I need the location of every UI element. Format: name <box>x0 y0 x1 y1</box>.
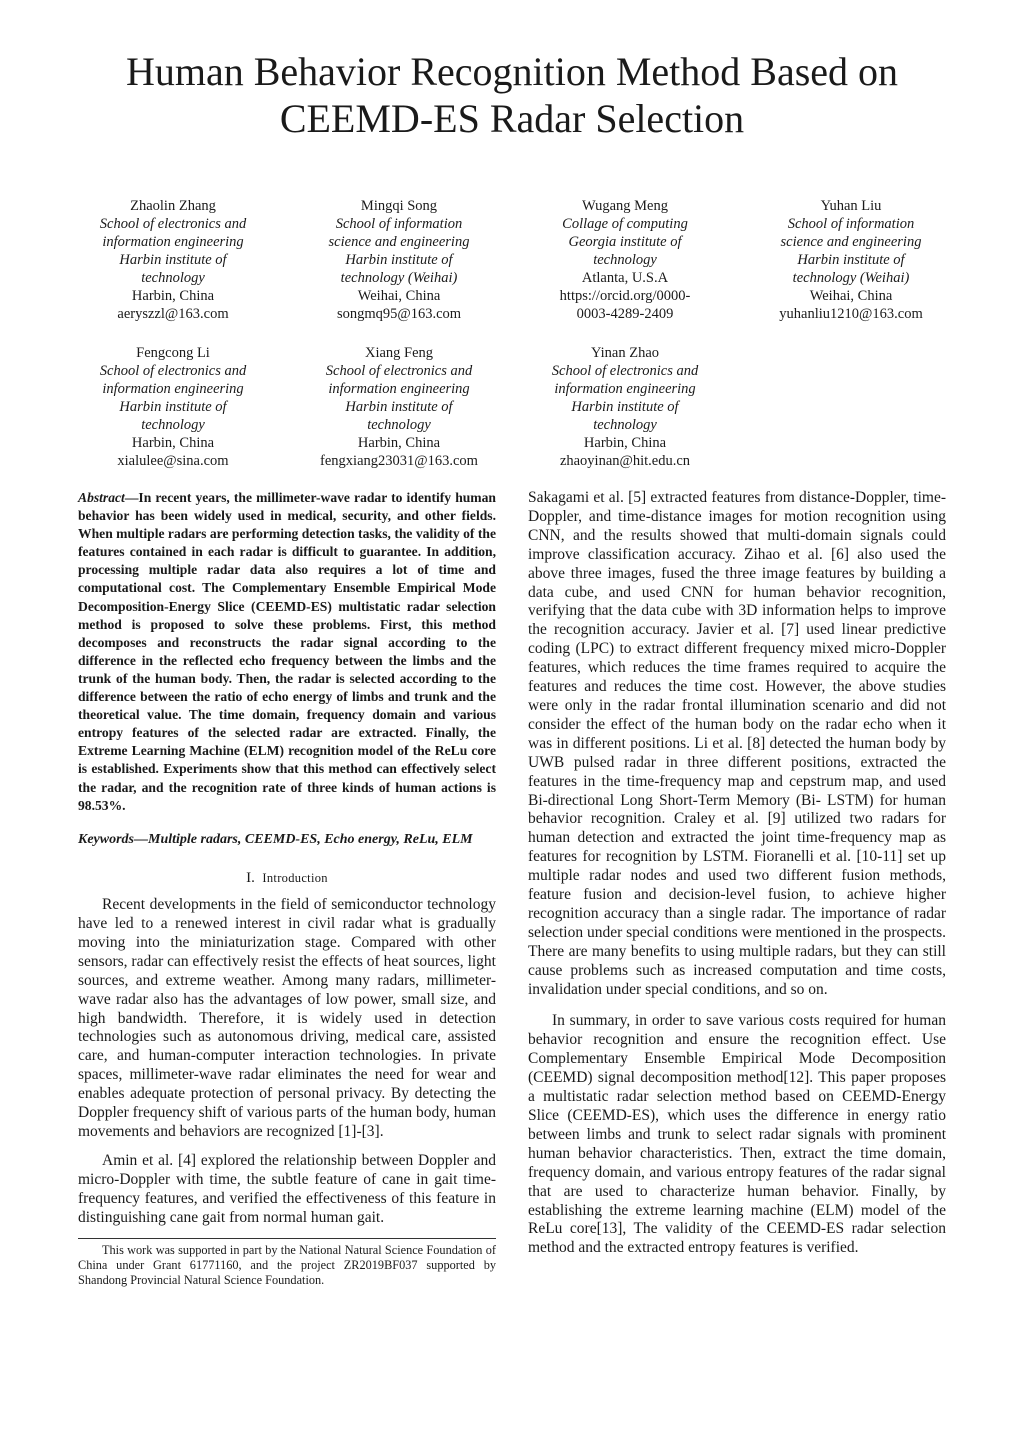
author-affiliation-line: information engineering <box>554 381 696 397</box>
author-email: xialulee@sina.com <box>117 453 229 469</box>
author-card <box>286 344 512 470</box>
body-paragraph: In summary, in order to save various costs required for human behavior recognition and ensure the recognition effect. Use Complementary Ensemble Empirical Mode Decomposition (CEEMD) signal decomposition method[12]. This paper proposes a multistatic radar selection method based on CEEMD-Energy Slice (CEEMD-ES), which uses the difference in energy ratio between limbs and trunk to select radar signals with prominent human behavior characteristics. Then, extract the time domain, frequency domain, and various entropy features of the radar signal that are used to characterize human behavior. Finally, by establishing the extreme learning machine (ELM) model of the ReLu core[13], The validity of the CEEMD-ES radar selection method and the extracted entropy features is verified. <box>528 1012 946 1257</box>
author-name: Xiang Feng <box>364 345 434 361</box>
author-name: Fengcong Li <box>136 345 210 361</box>
author-name: Mingqi Song <box>360 198 438 214</box>
author-location: Harbin, China <box>357 435 441 451</box>
author-card <box>738 197 964 323</box>
title-line-1: Human Behavior Recognition Method Based on <box>125 49 899 94</box>
footnote: This work was supported in part by the National Natural Science Foundation of China under Grant 61771160, and the project ZR2019BF037 supported by Shandong Provincial Natural Science Foundation. <box>78 1242 496 1287</box>
section-heading <box>78 869 496 888</box>
author-affiliation-line: technology <box>141 417 205 433</box>
author-card <box>512 344 738 470</box>
author-affiliation-line: information engineering <box>102 234 244 250</box>
author-affiliation-line: School of electronics and <box>551 363 699 379</box>
footnote-divider <box>78 1238 496 1239</box>
section-number: I. <box>246 870 255 887</box>
author-affiliation-line: Harbin institute of <box>119 399 227 415</box>
author-email: songmq95@163.com <box>336 306 462 322</box>
author-card <box>512 197 738 323</box>
author-affiliation-line: technology <box>141 270 205 286</box>
author-row-1 <box>60 197 964 323</box>
author-location: Harbin, China <box>131 435 215 451</box>
author-affiliation-line: Harbin institute of <box>345 252 453 268</box>
author-orcid-link[interactable]: https://orcid.org/0000- <box>559 288 691 304</box>
author-location: Harbin, China <box>583 435 667 451</box>
right-column <box>528 489 946 1271</box>
author-affiliation-line: technology (Weihai) <box>340 270 458 286</box>
author-location: Atlanta, U.S.A <box>581 270 669 286</box>
paper-title <box>60 48 964 142</box>
author-row-2 <box>60 344 964 470</box>
author-location: Harbin, China <box>131 288 215 304</box>
author-affiliation-line: science and engineering <box>780 234 922 250</box>
author-affiliation-line: School of electronics and <box>99 216 247 232</box>
author-affiliation-line: School of electronics and <box>99 363 247 379</box>
keywords-text: —Multiple radars, CEEMD-ES, Echo energy, ReLu, ELM <box>134 831 473 847</box>
author-card <box>60 197 286 323</box>
author-name: Wugang Meng <box>582 198 668 214</box>
abstract-label: Abstract <box>78 490 125 505</box>
abstract <box>78 489 496 815</box>
author-affiliation-line: information engineering <box>328 381 470 397</box>
author-affiliation-line: technology <box>593 252 657 268</box>
author-block <box>60 197 964 470</box>
author-affiliation-line: Collage of computing <box>562 216 688 232</box>
author-location: Weihai, China <box>809 288 893 304</box>
body-paragraph: Sakagami et al. [5] extracted features from distance-Doppler, time-Doppler, and time-distance images for motion recognition using CNN, and the results showed that multi-domain signals could improve classification accuracy. Zihao et al. [6] also used the above three images, fused the three image features by building a data cube, and used CNN for human behavior recognition, verifying that the data cube with 3D information helps to improve the recognition accuracy. Javier et al. [7] used linear predictive coding (LPC) to extract different frequency mixed micro-Doppler features, which reduces the time frames required to acquire the features and reduces the time cost. However, the above studies were only in the radar frontal illumination scenario and did not consider the effect of the human body on the radar echo when it was in different positions. Li et al. [8] detected the human body by UWB pulsed radar in three different positions, extracted the features in the time-frequency map and cepstrum map, and used Bi-directional Long Short-Term Memory (Bi- LSTM) for human behavior recognition. Craley et al. [9] utilized two radars for human detection and extracted the joint time-frequency map as features for recognition by LSTM. Fioranelli et al. [10-11] set up multiple radar nodes and used two different fusion methods, feature fusion and decision-level fusion, to achieve higher recognition accuracy than a single radar. The importance of radar selection under special conditions were mentioned in the prospects. There are many benefits to using multiple radars, but they can still cause problems such as increased computation and time costs, invalidation under special conditions, and so on. <box>528 489 946 998</box>
author-email: aeryszzl@163.com <box>117 306 229 322</box>
body-paragraph: Recent developments in the field of semiconductor technology have led to a renewed interest in civil radar what is gradually moving into the miniaturization stage. Compared with other sensors, radar can effectively resist the effects of heat sources, light sources, and extreme weather. Among many radars, millimeter-wave radar also has the advantages of low power, small size, and high bandwidth. Therefore, it is widely used in detection technologies such as autonomous driving, medical care, assisted care, and human-computer interaction technologies. In private spaces, millimeter-wave radar eliminates the need for wear and enables adequate protection of personal privacy. By detecting the Doppler frequency shift of various parts of the human body, human movements and behaviors are recognized [1]-[3]. <box>78 896 496 1140</box>
author-name: Yinan Zhao <box>590 345 660 361</box>
author-orcid-link[interactable]: 0003-4289-2409 <box>576 306 674 322</box>
author-affiliation-line: Georgia institute of <box>568 234 682 250</box>
author-affiliation-line: technology <box>593 417 657 433</box>
author-location: Weihai, China <box>357 288 441 304</box>
author-name: Yuhan Liu <box>820 198 882 214</box>
author-affiliation-line: School of information <box>335 216 463 232</box>
author-affiliation-line: information engineering <box>102 381 244 397</box>
author-affiliation-line: technology (Weihai) <box>792 270 910 286</box>
author-affiliation-line: Harbin institute of <box>345 399 453 415</box>
keywords-label: Keywords <box>78 831 134 847</box>
author-email: fengxiang23031@163.com <box>320 453 478 469</box>
author-email: yuhanliu1210@163.com <box>779 306 923 322</box>
author-card <box>60 344 286 470</box>
author-card-empty <box>738 344 964 470</box>
left-column <box>78 489 496 1288</box>
author-email: zhaoyinan@hit.edu.cn <box>559 453 691 469</box>
author-name: Zhaolin Zhang <box>130 198 216 214</box>
body-paragraph: Amin et al. [4] explored the relationship between Doppler and micro-Doppler with time, the subtle feature of cane in gait time-frequency features, and verified the effectiveness of this feature in distinguishing cane gait from normal human gait. <box>78 1151 496 1226</box>
section-title: Introduction <box>262 871 328 886</box>
author-affiliation-line: School of electronics and <box>325 363 473 379</box>
keywords <box>78 831 496 850</box>
author-affiliation-line: Harbin institute of <box>571 399 679 415</box>
abstract-text: —In recent years, the millimeter-wave radar to identify human behavior has been widely used in medical, security, and other fields. When multiple radars are performing detection tasks, the validity of the features contained in each radar is difficult to guarantee. In addition, processing multiple radar data also requires a lot of time and computational cost. The Complementary Ensemble Empirical Mode Decomposition-Energy Slice (CEEMD-ES) multistatic radar selection method is proposed to solve these problems. First, this method decomposes and reconstructs the radar signal according to the difference in the reflected echo frequency between the limbs and the trunk of the human body. Then, the radar is selected according to the difference between the ratio of echo energy of limbs and trunk and the theoretical value. The time domain, frequency domain and various entropy features of the selected radar are extracted. Finally, the Extreme Learning Machine (ELM) recognition model of the ReLu core is established. Experiments show that this method can effectively select the radar, and the recognition rate of three kinds of human actions is 98.53%. <box>78 490 496 813</box>
author-affiliation-line: Harbin institute of <box>119 252 227 268</box>
author-affiliation-line: School of information <box>787 216 915 232</box>
author-card <box>286 197 512 323</box>
author-affiliation-line: science and engineering <box>328 234 470 250</box>
title-line-2: CEEMD-ES Radar Selection <box>279 96 745 141</box>
author-affiliation-line: technology <box>367 417 431 433</box>
author-affiliation-line: Harbin institute of <box>797 252 905 268</box>
